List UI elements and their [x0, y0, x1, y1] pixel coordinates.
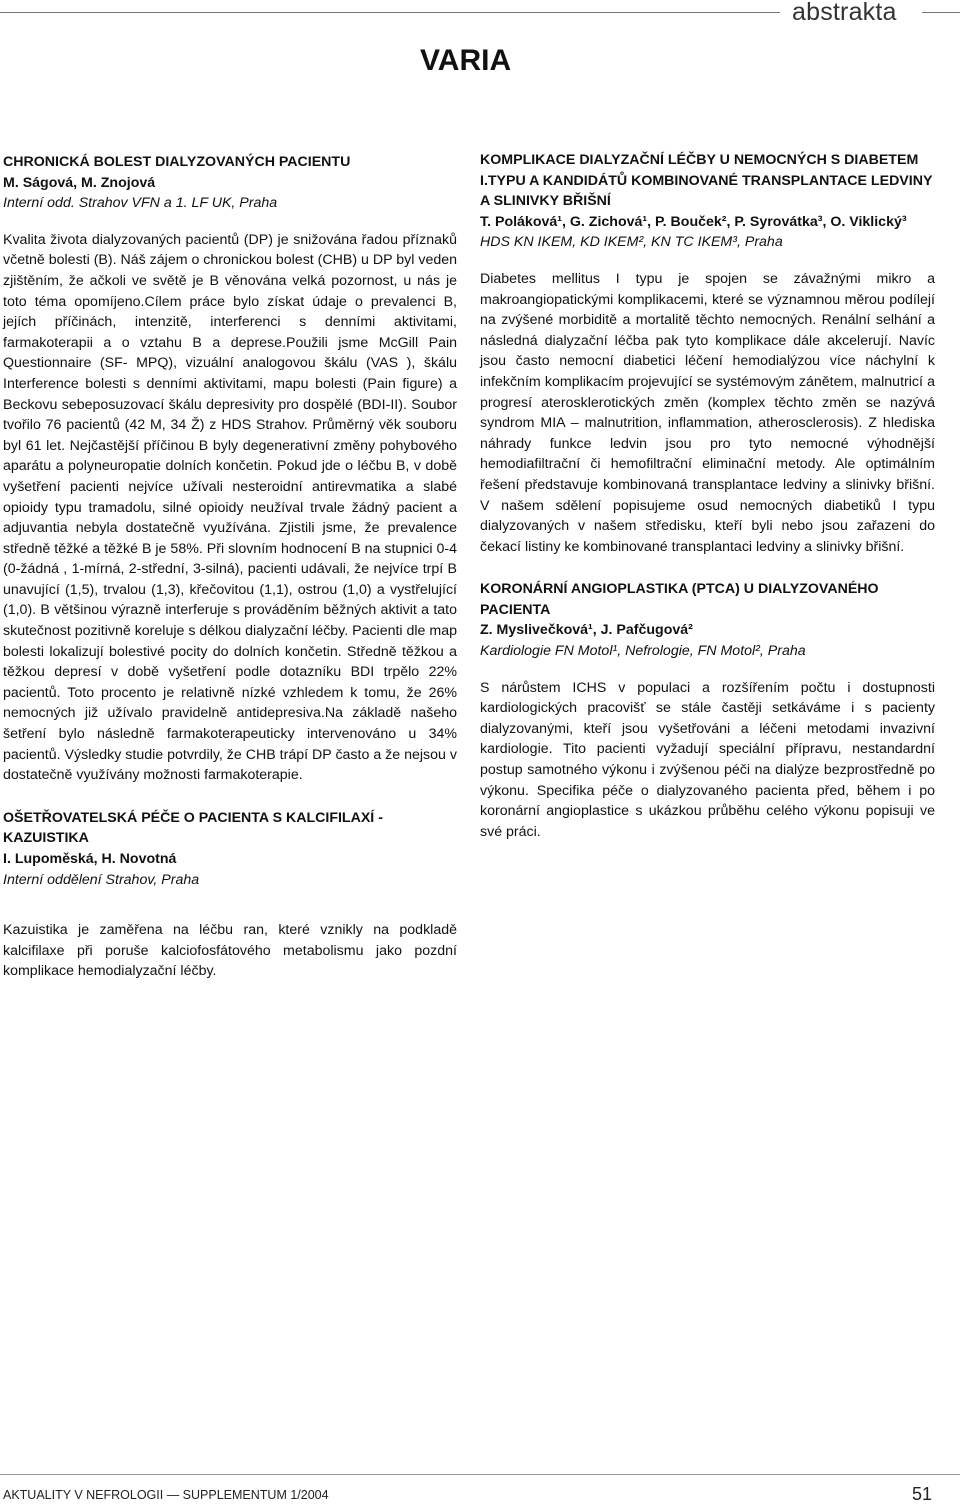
right-column	[480, 150, 935, 842]
section-label: abstrakta	[792, 0, 897, 26]
article-title: CHRONICKÁ BOLEST DIALYZOVANÝCH PACIENTU	[3, 154, 351, 170]
article-title: OŠETŘOVATELSKÁ PÉČE O PACIENTA S KALCIFILAXÍ - KAZUISTIKA	[3, 809, 383, 847]
article-body: Diabetes mellitus I typu je spojen se závažnými mikro a makroangiopatickými komplikacemi, které se významnou měrou podílejí na zvýšené morbiditě a mortalitě těchto nemocných. Renální selhání a následná dialyzační léčba pak tyto komplikace dále akcelerují. Navíc jsou často nemocní diabetici léčení hemodialýzou více náchylní k infekčním komplikacím projevující se systémovým zánětem, malnutricí a progresí aterosklerotických změn (komplex těchto změn se nazývá syndrom MIA – malnutrition, inflammation, atherosclerosis). Z hlediska náhrady funkce ledvin jsou pro tyto nemocné výhodnější hemodiafiltrační či hemofiltrační eliminační metody. Ale optimálním řešení představuje kombinovaná transplantace ledviny a slinivky břišní. V našem sdělení popisujeme osud nemocných diabetiků I typu dialyzovaných v našem středisku, kteří byli nebo jsou zařazeni do čekací listiny ke kombinované transplantaci ledviny a slinivky břišní.	[480, 270, 935, 555]
article-chronic-pain	[3, 152, 457, 786]
article-authors: I. Lupoměská, H. Novotná	[3, 851, 177, 867]
article-diabetes-dialysis	[480, 150, 935, 557]
article-title: KORONÁRNÍ ANGIOPLASTIKA (PTCA) U DIALYZOVANÉHO PACIENTA	[480, 581, 879, 618]
article-authors: M. Ságová, M. Znojová	[3, 174, 156, 191]
article-affiliation: Interní odd. Strahov VFN a 1. LF UK, Praha	[3, 195, 278, 212]
article-authors: Z. Myslivečková¹, J. Pafčugová²	[480, 622, 693, 639]
footer-rule	[0, 1474, 960, 1475]
article-affiliation: Interní oddělení Strahov, Praha	[3, 871, 200, 888]
article-body: Kazuistika je zaměřena na léčbu ran, které vznikly na podkladě kalcifilaxe při poruše kalciofosfátového metabolismu jako pozdní komplikace hemodialyzační léčby.	[3, 922, 457, 980]
article-ptca	[480, 579, 935, 842]
article-authors: T. Poláková¹, G. Zichová¹, P. Bouček², P. Syrovátka³, O. Viklický³	[480, 213, 907, 230]
page-number: 51	[912, 1484, 933, 1504]
article-affiliation: Kardiologie FN Motol¹, Nefrologie, FN Motol², Praha	[480, 643, 806, 660]
article-calciphylaxis-body-block	[3, 920, 457, 982]
article-body: Kvalita života dialyzovaných pacientů (DP) je snižována řadou příznaků včetně bolesti (B). Náš zájem o chronickou bolest (CHB) u DP byl veden zjištěním, že ačkoli ve světě je B věnována velká pozornost, u nás je toto téma opomíjeno.Cílem práce bylo získat údaje o prevalenci B, jejích příčinách, intenzitě, interferenci s denními aktivitami, farmakoterapii a o vztahu B a deprese.Použili jsme McGill Pain Questionnaire (SF- MPQ), vizuální analogovou škálu (VAS ), škálu Interference bolesti s denními aktivitami, mapu bolesti (Pain figure) a Beckovu sebeposuzovací škálu depresivity pro dospělé (BDI-II). Soubor tvořilo 76 pacientů (42 M, 34 Ž) z HDS Strahov. Průměrný věk souboru byl 61 let. Nejčastější příčinou B byly degenerativní změny pohybového aparátu a polyneuropatie dolních končetin. Pokud jde o léčbu B, v době vyšetření pacienti nejvíce užívali nesteroidní antirevmatika a slabé opioidy typu tramadolu, silné opioidy neužíval trvale žádný pacient a adjuvantia nebyla dostatečně využívána. Zjistili jsme, že prevalence středně těžké a těžké B je 58%. Při slovním hodnocení B na stupnici 0-4 (0-žádná , 1-mírná, 2-střední, 3-silná), pacienti udávali, že nejvíce trpí B unavující (1,5), trvalou (1,3), křečovitou (1,1), ostrou (1,0) a vystřelující (1,0). B většinou výrazně interferuje s prováděním běžných aktivit a tato skutečnost pozitivně koreluje s délkou dialyzační léčby. Pacienti dle map bolesti lokalizují bolestivé pocity do dolních končetin. Středně těžkou a těžkou depresí v době vyšetření podle dotazníku BDI trpělo 22% pacientů. Toto procento je relativně nízké vzhledem k tomu, že 26% nemocných již užívalo pravidelně antidepresiva.Na základě našeho šetření bylo následně farmakoterapeuticky intervenováno u 34% pacientů. Výsledky studie potvrdily, že CHB trápí DP často a že nejsou v dostatečně využívány možnosti farmakoterapie.	[3, 231, 457, 784]
article-affiliation: HDS KN IKEM, KD IKEM², KN TC IKEM³, Praha	[480, 234, 783, 251]
header-rule-left	[0, 12, 780, 13]
article-title: KOMPLIKACE DIALYZAČNÍ LÉČBY U NEMOCNÝCH S DIABETEM I.TYPU A KANDIDÁTŮ KOMBINOVANÉ TRANSPLANTACE LEDVINY A SLINIVKY BŘIŠNÍ	[480, 152, 933, 210]
header-rule-right	[922, 12, 960, 13]
left-column	[3, 152, 457, 890]
article-calciphylaxis	[3, 808, 457, 890]
page-heading: VARIA	[420, 44, 512, 77]
article-body: S nárůstem ICHS v populaci a rozšířením počtu i dostupnosti kardiologických pracovišť se stále častěji setkáváme i s pacienty dialyzovanými, kteří jsou vyšetřováni a léčeni metodami invazivní kardiologie. Tito pacienti vyžadují speciální přípravu, nestandardní postup samotného výkonu i zvýšenou péči na dialýze bezprostředně po výkonu. Specifika péče o dialyzovaného pacienta před, během i po koronární angioplastice s ukázkou průběhu celého výkonu popisuji ve své práci.	[480, 679, 935, 840]
footer-journal: AKTUALITY V NEFROLOGII — SUPPLEMENTUM 1/2004	[3, 1488, 329, 1502]
